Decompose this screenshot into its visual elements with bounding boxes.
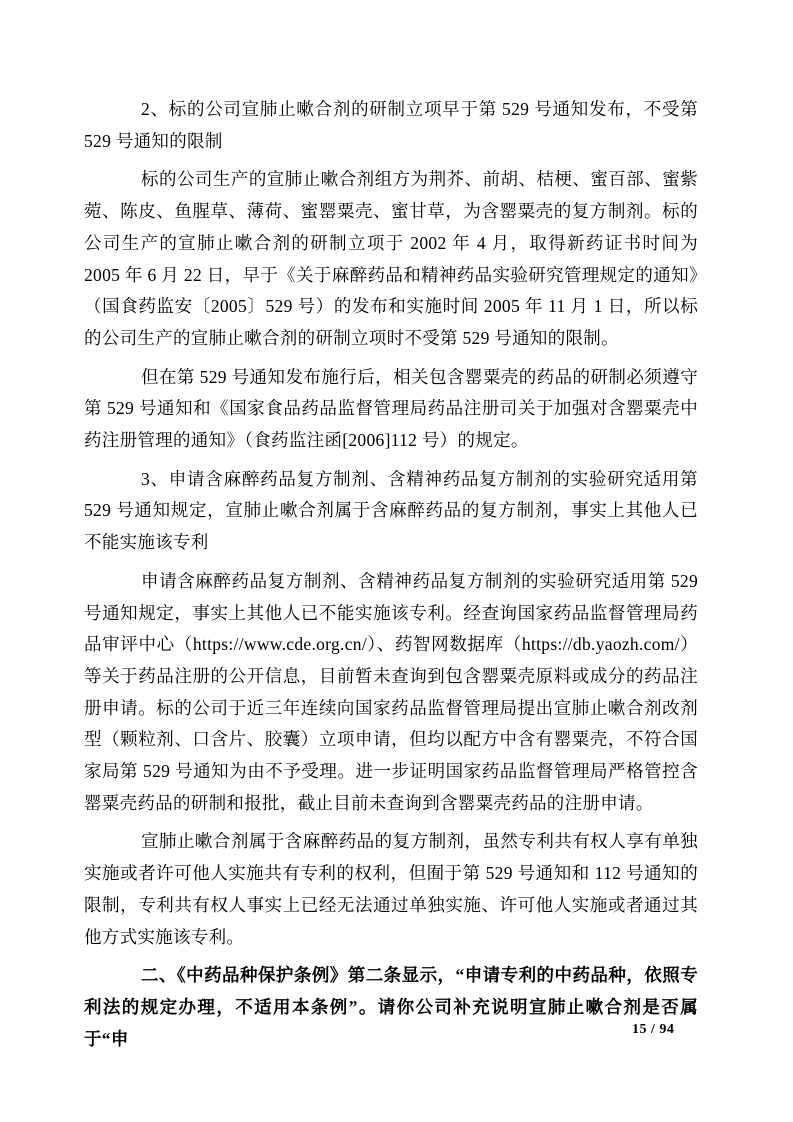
paragraph-registration-query: 申请含麻醉药品复方制剂、含精神药品复方制剂的实验研究适用第 529 号通知规定，事实上其他人已不能实施该专利。经查询国家药品监督管理局药品审评中心（https://www.cde.org.cn/）、药智网数据库（https://db.yaozh.com/）等关于药品注册的公开信息，目前暂未查询到包含罂粟壳原料或成分的药品注册申请。标的公司于近三年连续向国家药品监督管理局提出宣肺止嗽合剂改剂型（颗粒剂、口含片、胶囊）立项申请，但均以配方中含有罂粟壳，不符合国家局第 529 号通知为由不予受理。进一步证明国家药品监督管理局严格管控含罂粟壳药品的研制和报批，截止目前未查询到含罂粟壳药品的注册申请。 — [84, 570, 698, 813]
paragraph-patent-co-owner: 宣肺止嗽合剂属于含麻醉药品的复方制剂，虽然专利共有权人享有单独实施或者许可他人实施共有专利的权利，但囿于第 529 号通知和 112 号通知的限制，专利共有权人事实上已经无法通过单独实施、许可他人实施或者通过其他方式实施该专利。 — [84, 831, 698, 947]
text-block — [84, 94, 698, 1062]
section-heading-3: 3、申请含麻醉药品复方制剂、含精神药品复方制剂的实验研究适用第 529 号通知规定，宣肺止嗽合剂属于含麻醉药品的复方制剂，事实上其他人已不能实施该专利 — [84, 468, 698, 553]
paragraph-post-notice-rules: 但在第 529 号通知发布施行后，相关包含罂粟壳的药品的研制必须遵守第 529 号通知和《国家食品药品监督管理局药品注册司关于加强对含罂粟壳中药注册管理的通知》（食药监注函[2006]112 号）的规定。 — [84, 366, 698, 451]
page-number: 15 / 94 — [632, 1022, 675, 1037]
section-heading-2: 2、标的公司宣肺止嗽合剂的研制立项早于第 529 号通知发布，不受第 529 号通知的限制 — [84, 99, 698, 151]
section-heading-two-bold: 二、《中药品种保护条例》第二条显示，“申请专利的中药品种，依照专利法的规定办理，不适用本条例”。请你公司补充说明宣肺止嗽合剂是否属于“申 — [84, 965, 698, 1049]
paragraph-formula-and-timeline: 标的公司生产的宣肺止嗽合剂组方为荆芥、前胡、桔梗、蜜百部、蜜紫菀、陈皮、鱼腥草、薄荷、蜜罂粟壳、蜜甘草，为含罂粟壳的复方制剂。标的公司生产的宣肺止嗽合剂的研制立项于 2002 年 4 月，取得新药证书时间为 2005 年 6 月 22 日，早于《关于麻醉药品和精神药品实验研究管理规定的通知》（国食药监安〔2005〕529 号）的发布和实施时间 2005 年 11 月 1 日，所以标的公司生产的宣肺止嗽合剂的研制立项时不受第 529 号通知的限制。 — [84, 169, 698, 348]
